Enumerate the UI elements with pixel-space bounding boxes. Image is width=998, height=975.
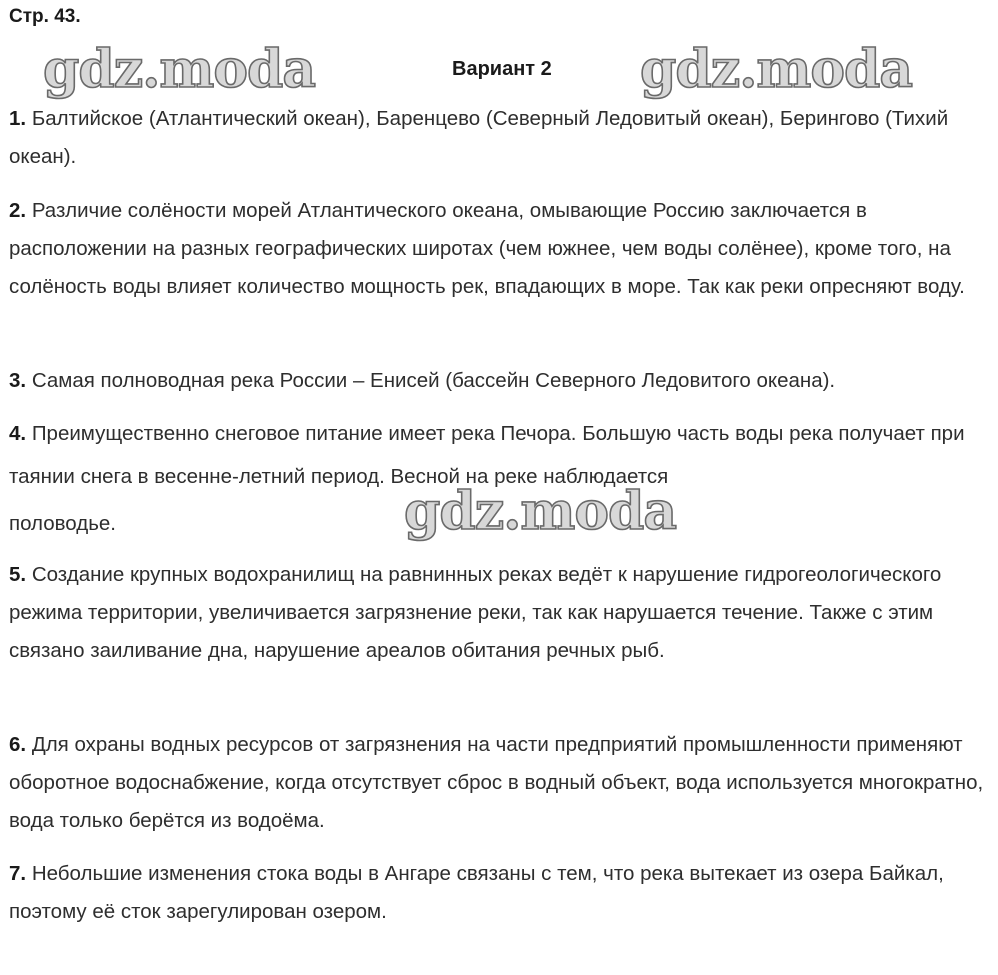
- answer-text-tail: половодье.: [9, 512, 116, 535]
- answer-number: 5.: [9, 563, 27, 586]
- watermark-logo: gdz.moda: [43, 39, 316, 100]
- answer-number: 4.: [9, 422, 27, 445]
- answer-text: Различие солёности морей Атлантического океана, омывающие Россию заключается в расположении на разных географических широтах (чем южнее, чем воды солёнее), кроме того, на солёность воды влияет количество мощность рек, впадающих в море. Так как реки опресняют воду.: [9, 199, 965, 298]
- variant-title: Вариант 2: [452, 58, 552, 80]
- answer-number: 2.: [9, 199, 27, 222]
- answer-text: Создание крупных водохранилищ на равнинных реках ведёт к нарушение гидрогеологического режима территории, увеличивается загрязнение реки, так как нарушается течение. Также с этим связано заиливание дна, нарушение ареалов обитания речных рыб.: [9, 563, 942, 662]
- answer-number: 7.: [9, 862, 27, 885]
- answer-text: Для охраны водных ресурсов от загрязнения на части предприятий промышленности применяют оборотное водоснабжение, когда отсутствует сброс в водный объект, вода используется многократно, вода только берётся из водоёма.: [9, 733, 984, 832]
- answer-7: [9, 855, 984, 931]
- answer-number: 1.: [9, 107, 27, 130]
- answer-text: Балтийское (Атлантический океан), Баренцево (Северный Ледовитый океан), Берингово (Тихий океан).: [9, 107, 949, 168]
- answer-text: Преимущественно снеговое питание имеет река Печора. Большую часть воды река получает при таянии снега в весенне-летний период. Весной на реке наблюдается: [9, 422, 965, 488]
- watermark-logo: gdz.moda: [404, 481, 677, 542]
- answer-3: [9, 362, 984, 400]
- answer-number: 3.: [9, 369, 27, 392]
- page-label: Стр. 43.: [9, 6, 81, 27]
- answer-number: 6.: [9, 733, 27, 756]
- answer-text: Небольшие изменения стока воды в Ангаре связаны с тем, что река вытекает из озера Байкал, поэтому её сток зарегулирован озером.: [9, 862, 944, 923]
- watermark-logo: gdz.moda: [640, 39, 913, 100]
- answer-1: [9, 100, 984, 176]
- answer-5: [9, 556, 984, 670]
- answer-text: Самая полноводная река России – Енисей (бассейн Северного Ледовитого океана).: [31, 369, 836, 392]
- answer-2: [9, 192, 984, 306]
- answer-6: [9, 726, 984, 840]
